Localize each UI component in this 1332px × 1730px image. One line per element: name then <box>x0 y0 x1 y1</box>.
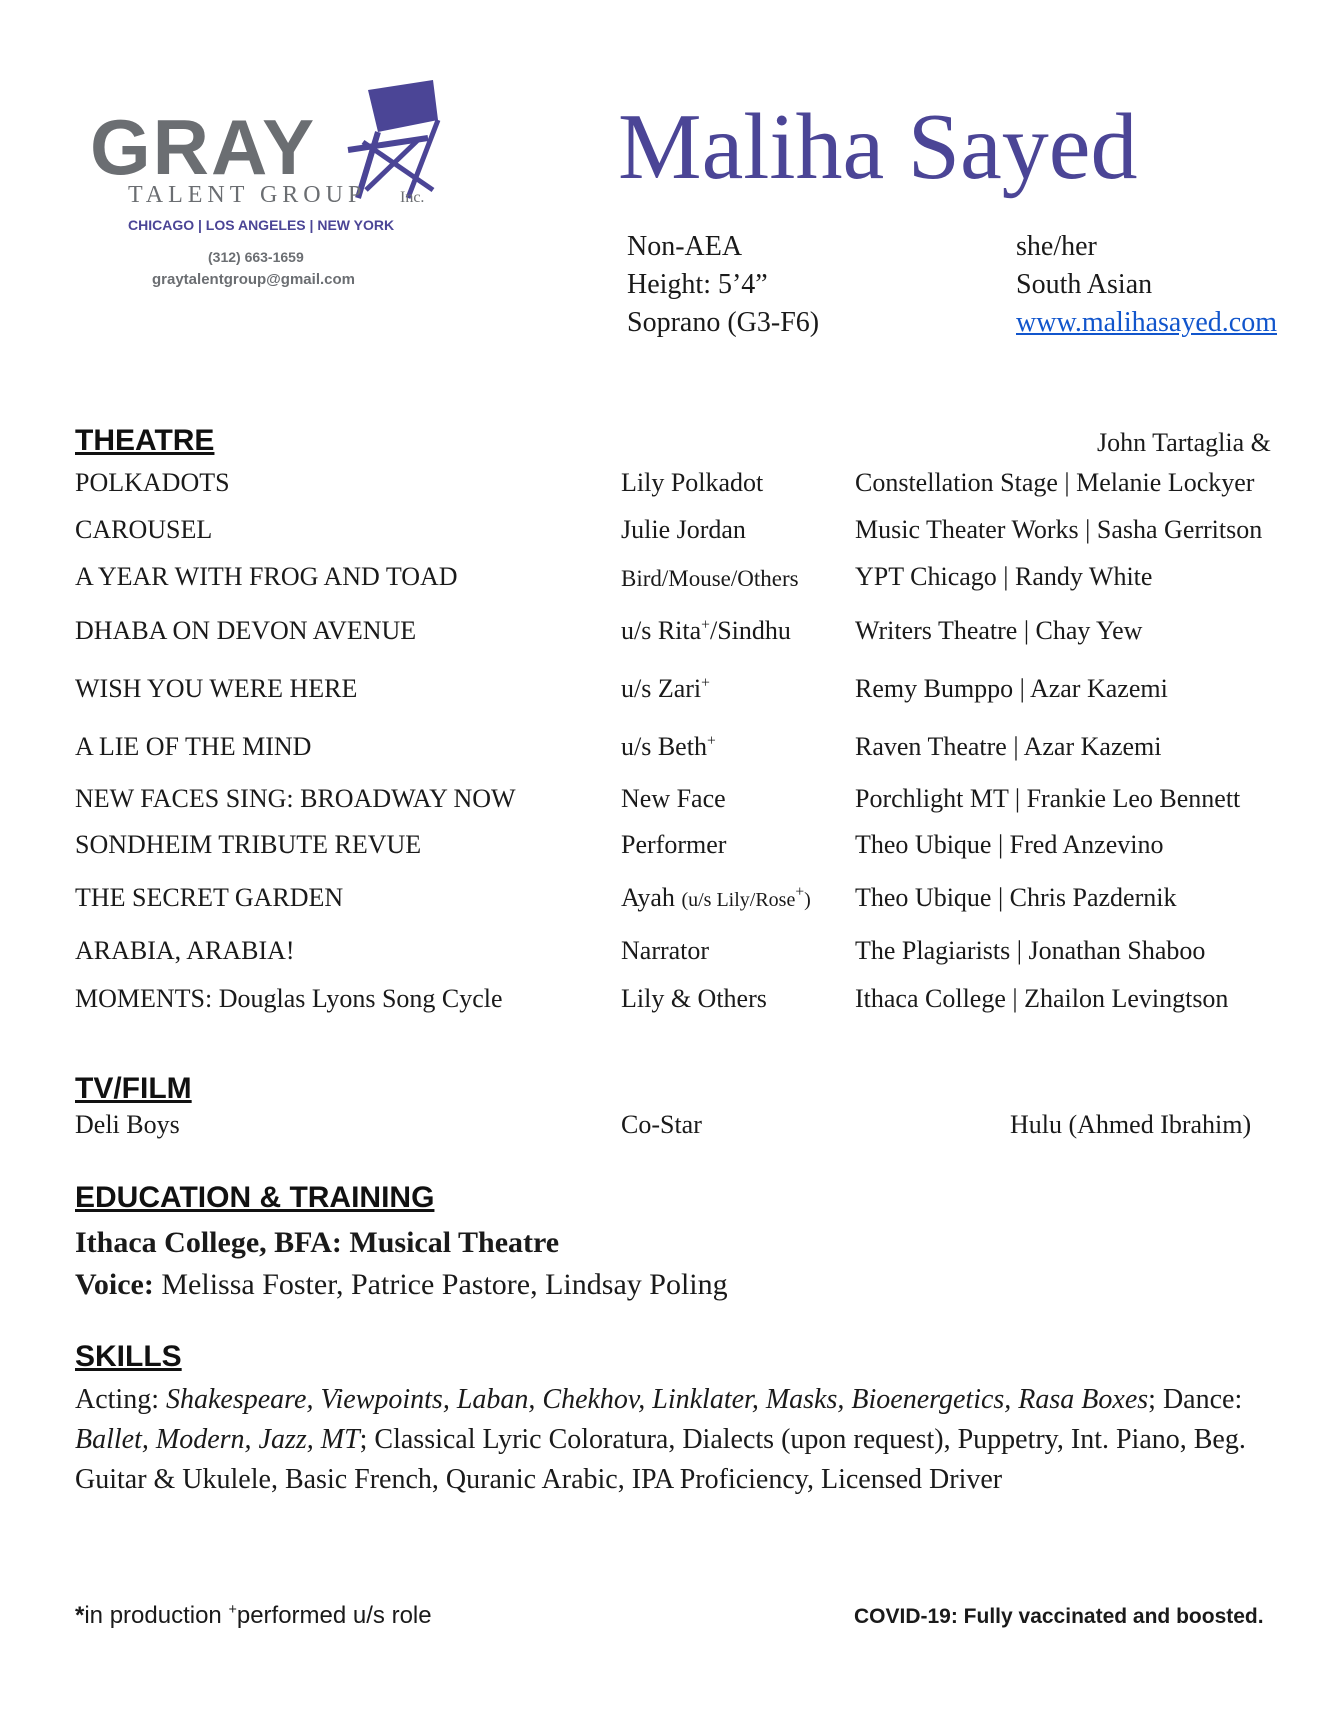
credit-role: Narrator <box>621 936 710 965</box>
credit-company: Ithaca College | Zhailon Levingtson <box>855 984 1229 1013</box>
height: Height: 5’4” <box>627 269 768 300</box>
credit-role: u/s Beth+ <box>621 732 716 761</box>
credit-role: Lily Polkadot <box>621 468 764 497</box>
credit-company: The Plagiarists | Jonathan Shaboo <box>855 936 1206 965</box>
credit-company: Raven Theatre | Azar Kazemi <box>855 732 1162 761</box>
credit-role: u/s Rita+/Sindhu <box>621 616 791 645</box>
performer-name: Maliha Sayed <box>618 95 1138 199</box>
footer-legend: *in production +performed u/s role <box>75 1602 432 1629</box>
logo-subtitle: TALENT GROUP <box>128 182 367 208</box>
logo-brand: GRAY <box>90 103 317 191</box>
credit-company: Theo Ubique | Fred Anzevino <box>855 830 1164 859</box>
section-heading-theatre: THEATRE <box>75 424 215 457</box>
credit-role: Julie Jordan <box>621 515 746 544</box>
education-voice: Voice: Melissa Foster, Patrice Pastore, Lindsay Poling <box>75 1268 728 1301</box>
voice-type: Soprano (G3-F6) <box>627 307 820 338</box>
credit-show: A LIE OF THE MIND <box>75 732 312 761</box>
credit-company: Theo Ubique | Chris Pazdernik <box>855 883 1177 912</box>
credit-role: Ayah (u/s Lily/Rose+) <box>621 883 811 912</box>
credit-role: u/s Zari+ <box>621 674 710 703</box>
credit-show: WISH YOU WERE HERE <box>75 674 358 703</box>
skills-text: Acting: Shakespeare, Viewpoints, Laban, Chekhov, Linklater, Masks, Bioenergetics, Rasa Boxes; Dance: Ballet, Modern, Jazz, MT; Classical Lyric Coloratura, Dialects (upon request), Puppetry, Int. Piano, Beg. Guitar & Ukulele, Basic French, Quranic Arabic, IPA Proficiency, Licensed Driver <box>75 1384 1246 1495</box>
credit-role: New Face <box>621 784 726 813</box>
film-company: Hulu (Ahmed Ibrahim) <box>1010 1110 1252 1139</box>
credit-show: A YEAR WITH FROG AND TOAD <box>75 562 458 591</box>
film-role: Co-Star <box>621 1110 702 1139</box>
credit-show: ARABIA, ARABIA! <box>75 936 295 965</box>
logo-suffix: Inc. <box>400 189 425 206</box>
credit-show: POLKADOTS <box>75 468 230 497</box>
section-heading-education: EDUCATION & TRAINING <box>75 1181 435 1214</box>
credit-company: Music Theater Works | Sasha Gerritson <box>855 515 1263 544</box>
website-link[interactable] <box>1016 309 1277 337</box>
logo-phone: (312) 663-1659 <box>208 249 304 265</box>
logo-cities: CHICAGO | LOS ANGELES | NEW YORK <box>128 217 395 233</box>
website-url[interactable]: www.malihasayed.com <box>1016 307 1277 338</box>
director-note: John Tartaglia & <box>1097 428 1271 457</box>
film-title: Deli Boys <box>75 1110 180 1139</box>
credit-show: THE SECRET GARDEN <box>75 883 344 912</box>
logo-email: graytalentgroup@gmail.com <box>152 271 355 288</box>
credit-role: Bird/Mouse/Others <box>621 566 799 591</box>
agency-logo <box>90 80 450 300</box>
credit-company: Constellation Stage | Melanie Lockyer <box>855 468 1255 497</box>
pronouns: she/her <box>1016 231 1097 262</box>
credit-company: YPT Chicago | Randy White <box>855 562 1153 591</box>
credit-show: DHABA ON DEVON AVENUE <box>75 616 417 645</box>
union-status: Non-AEA <box>627 231 743 262</box>
ethnicity: South Asian <box>1016 269 1153 300</box>
credit-show: NEW FACES SING: BROADWAY NOW <box>75 784 516 813</box>
credit-show: MOMENTS: Douglas Lyons Song Cycle <box>75 984 503 1013</box>
credit-show: SONDHEIM TRIBUTE REVUE <box>75 830 422 859</box>
section-heading-skills: SKILLS <box>75 1340 182 1373</box>
section-heading-film: TV/FILM <box>75 1072 192 1105</box>
credit-role: Lily & Others <box>621 984 767 1013</box>
credit-show: CAROUSEL <box>75 515 213 544</box>
education-degree: Ithaca College, BFA: Musical Theatre <box>75 1226 560 1259</box>
credit-company: Remy Bumppo | Azar Kazemi <box>855 674 1168 703</box>
covid-status: COVID-19: Fully vaccinated and boosted. <box>854 1605 1264 1628</box>
credit-company: Porchlight MT | Frankie Leo Bennett <box>855 784 1241 813</box>
credit-role: Performer <box>621 830 727 859</box>
credit-company: Writers Theatre | Chay Yew <box>855 616 1143 645</box>
